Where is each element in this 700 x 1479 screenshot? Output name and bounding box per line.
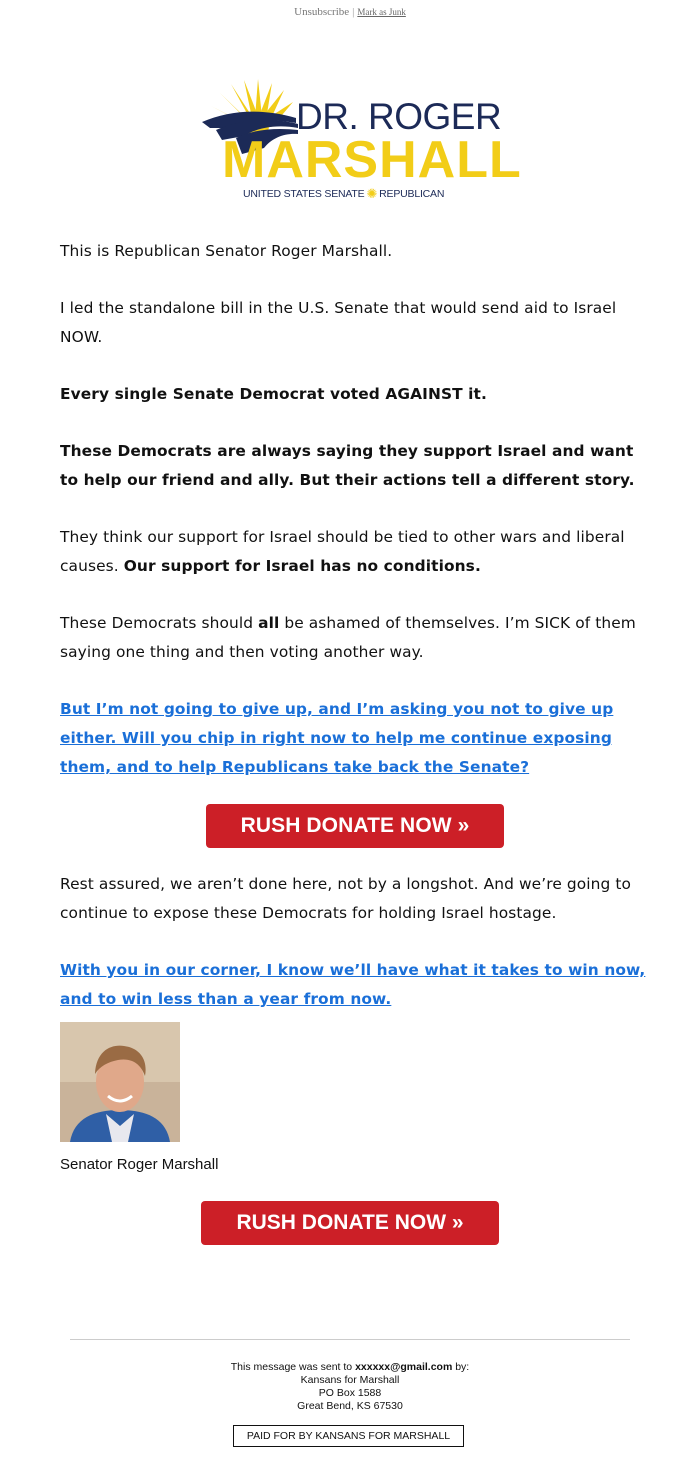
paragraph-bill: I led the standalone bill in the U.S. Senate that would send aid to Israel NOW. — [60, 299, 617, 346]
logo-line-marshall: MARSHALL — [222, 131, 522, 189]
header-links — [0, 0, 700, 18]
vote-bold-text: Every single Senate Democrat voted AGAINST it. — [60, 385, 487, 403]
paid-for-disclaimer: PAID FOR BY KANSANS FOR MARSHALL — [233, 1425, 464, 1447]
campaign-logo — [200, 78, 522, 204]
unsubscribe-link[interactable]: Unsubscribe — [294, 6, 350, 18]
paragraph-corner-link — [60, 956, 650, 1014]
ashamed-text-end: be ashamed of themselves. I’m SICK of them saying one thing and then voting another way. — [60, 614, 636, 661]
footer — [0, 1361, 700, 1413]
logo-subtitle — [243, 185, 444, 201]
footer-org: Kansans for Marshall — [300, 1374, 400, 1386]
sunflower-icon: ✺ — [366, 186, 378, 201]
mark-as-junk-link[interactable]: Mark as Junk — [357, 7, 406, 17]
ashamed-text-start: These Democrats should — [60, 614, 254, 632]
paragraph-vote — [60, 380, 650, 409]
paragraph-conditions — [60, 523, 650, 581]
paragraph-cta-link — [60, 695, 650, 782]
recipient-email: xxxxxx@gmail.com — [355, 1361, 453, 1373]
ashamed-bold-word: all — [258, 614, 280, 632]
paragraph-intro: This is Republican Senator Roger Marshall. — [60, 242, 393, 260]
footer-sent-line — [0, 1361, 700, 1374]
chip-in-link[interactable]: But I’m not going to give up, and I’m asking you not to give up either. Will you chip in right now to help me continue exposing them, and to help Republicans take back the Senate? — [60, 700, 614, 776]
donate-button-bottom[interactable]: RUSH DONATE NOW » — [201, 1201, 499, 1245]
paragraph-democrats — [60, 437, 650, 495]
democrats-bold-text: These Democrats are always saying they support Israel and want to help our friend and ally. But their actions tell a different story. — [60, 442, 635, 489]
paragraph-rest-assured: Rest assured, we aren’t done here, not by a longshot. And we’re going to continue to expose these Democrats for holding Israel hostage. — [60, 875, 632, 922]
footer-divider — [70, 1339, 630, 1340]
footer-address-2: Great Bend, KS 67530 — [297, 1400, 403, 1412]
logo-sub-left: UNITED STATES SENATE — [243, 188, 365, 200]
photo-caption: Senator Roger Marshall — [60, 1156, 219, 1173]
header-separator: | — [352, 6, 355, 18]
footer-address-1: PO Box 1588 — [318, 1387, 382, 1399]
logo-sub-right: REPUBLICAN — [379, 188, 445, 200]
win-now-link[interactable]: With you in our corner, I know we’ll have what it takes to win now, and to win less than a year from now. — [60, 961, 646, 1008]
footer-sent-prefix: This message was sent to — [230, 1361, 353, 1373]
donate-button-top[interactable]: RUSH DONATE NOW » — [206, 804, 504, 848]
conditions-bold-text: Our support for Israel has no conditions. — [123, 557, 481, 575]
logo-line-dr-roger: DR. ROGER — [296, 96, 502, 137]
paragraph-ashamed — [60, 609, 650, 667]
senator-photo — [60, 1022, 180, 1142]
footer-sent-suffix: by: — [455, 1361, 470, 1373]
email-body — [60, 237, 650, 1042]
conditions-text: They think our support for Israel should be tied to other wars and liberal causes. — [60, 528, 625, 575]
